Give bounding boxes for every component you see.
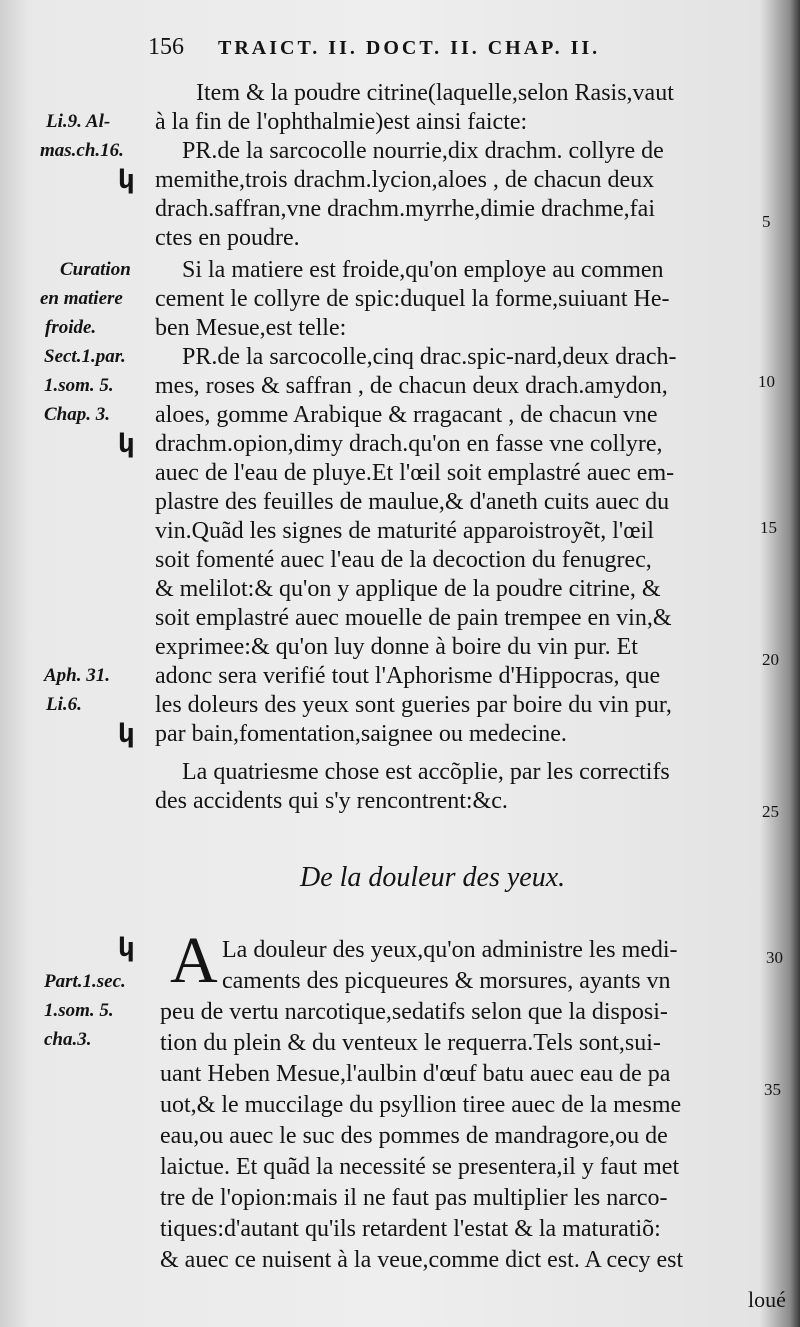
body-line: cement le collyre de spic:duquel la forme,suiuant He- bbox=[155, 286, 670, 312]
pilcrow-mark: կ bbox=[118, 429, 135, 459]
body-line: ctes en poudre. bbox=[155, 225, 300, 251]
running-header bbox=[148, 34, 600, 61]
section-line: peu de vertu narcotique,sedatifs selon que la disposi- bbox=[160, 999, 668, 1025]
section-line: & auec ce nuisent à la veue,comme dict est. A cecy est bbox=[160, 1247, 684, 1273]
body-line: soit emplastré auec mouelle de pain trempee en vin,& bbox=[155, 605, 672, 631]
margin-note: Aph. 31. bbox=[44, 665, 110, 686]
page-number: 156 bbox=[148, 34, 184, 60]
body-line: Si la matiere est froide,qu'on employe au commen bbox=[182, 257, 664, 283]
body-line: PR.de la sarcocolle nourrie,dix drachm. collyre de bbox=[182, 138, 664, 164]
line-number: 20 bbox=[762, 650, 779, 669]
section-line: uot,& le muccilage du psyllion tiree auec de la mesme bbox=[160, 1092, 682, 1118]
body-line: auec de l'eau de pluye.Et l'œil soit emplastré auec em- bbox=[155, 460, 675, 486]
pilcrow-mark: կ bbox=[118, 933, 135, 963]
line-number: 30 bbox=[766, 948, 783, 967]
section-line: eau,ou auec le suc des pommes de mandragore,ou de bbox=[160, 1123, 668, 1149]
margin-note: mas.ch.16. bbox=[40, 140, 124, 161]
running-head: TRAICT. II. DOCT. II. CHAP. II. bbox=[218, 37, 601, 59]
section-line: tiques:d'autant qu'ils retardent l'estat & la maturatiõ: bbox=[160, 1216, 661, 1242]
section-line: laictue. Et quãd la necessité se presentera,il y faut met bbox=[160, 1154, 680, 1180]
catchword: loué bbox=[748, 1287, 786, 1312]
pilcrow-mark: կ bbox=[118, 719, 135, 749]
body-line: & melilot:& qu'on y applique de la poudre citrine, & bbox=[155, 576, 661, 602]
section-line: La douleur des yeux,qu'on administre les medi- bbox=[222, 937, 678, 963]
section-line: caments des picqueures & morsures, ayants vn bbox=[222, 968, 671, 994]
line-number: 10 bbox=[758, 372, 775, 391]
line-number: 15 bbox=[760, 518, 777, 537]
body-line: adonc sera verifié tout l'Aphorisme d'Hippocras, que bbox=[155, 663, 661, 689]
drop-cap: A bbox=[170, 924, 218, 997]
body-line: des accidents qui s'y rencontrent:&c. bbox=[155, 788, 508, 814]
body-line: La quatriesme chose est accõplie, par les correctifs bbox=[182, 759, 670, 785]
section-heading: De la douleur des yeux. bbox=[300, 862, 566, 893]
margin-note: 1.som. 5. bbox=[44, 375, 114, 396]
body-line: drach.saffran,vne drachm.myrrhe,dimie drachme,fai bbox=[155, 196, 655, 222]
line-number: 25 bbox=[762, 802, 779, 821]
body-line: à la fin de l'ophthalmie)est ainsi faicte: bbox=[155, 109, 528, 135]
body-line: vin.Quãd les signes de maturité apparoistroyẽt, l'œil bbox=[155, 518, 654, 544]
margin-note: cha.3. bbox=[44, 1029, 92, 1050]
margin-note: 1.som. 5. bbox=[44, 1000, 114, 1021]
margin-note: froide. bbox=[45, 317, 97, 338]
margin-note: Part.1.sec. bbox=[44, 971, 126, 992]
section-line: uant Heben Mesue,l'aulbin d'œuf batu auec eau de pa bbox=[160, 1061, 671, 1087]
body-line: par bain,fomentation,saignee ou medecine. bbox=[155, 721, 567, 747]
line-number: 35 bbox=[764, 1080, 781, 1099]
body-line: aloes, gomme Arabique & rragacant , de chacun vne bbox=[155, 402, 658, 428]
body-line: Item & la poudre citrine(laquelle,selon Rasis,vaut bbox=[196, 80, 674, 106]
body-line: exprimee:& qu'on luy donne à boire du vin pur. Et bbox=[155, 634, 638, 660]
section-line: tion du plein & du venteux le requerra.Tels sont,sui- bbox=[160, 1030, 661, 1056]
body-line: soit fomenté auec l'eau de la decoction du fenugrec, bbox=[155, 547, 652, 573]
body-line: drachm.opion,dimy drach.qu'on en fasse vne collyre, bbox=[155, 431, 663, 457]
body-line: memithe,trois drachm.lycion,aloes , de chacun deux bbox=[155, 167, 655, 193]
margin-note: Sect.1.par. bbox=[44, 346, 126, 367]
section-line: tre de l'opion:mais il ne faut pas multiplier les narco- bbox=[160, 1185, 668, 1211]
body-line: ben Mesue,est telle: bbox=[155, 315, 347, 341]
line-number: 5 bbox=[762, 212, 771, 231]
body-line: plastre des feuilles de maulue,& d'aneth cuits auec du bbox=[155, 489, 670, 515]
body-line: mes, roses & saffran , de chacun deux drach.amydon, bbox=[155, 373, 668, 399]
body-line: PR.de la sarcocolle,cinq drac.spic-nard,deux drach- bbox=[182, 344, 677, 370]
body-line: les doleurs des yeux sont gueries par boire du vin pur, bbox=[155, 692, 672, 718]
margin-note: Curation bbox=[60, 259, 131, 280]
margin-note: Chap. 3. bbox=[44, 404, 110, 425]
pilcrow-mark: կ bbox=[118, 165, 135, 195]
margin-note: Li.6. bbox=[46, 694, 82, 715]
margin-note: Li.9. Al- bbox=[46, 111, 111, 132]
margin-note: en matiere bbox=[40, 288, 123, 309]
